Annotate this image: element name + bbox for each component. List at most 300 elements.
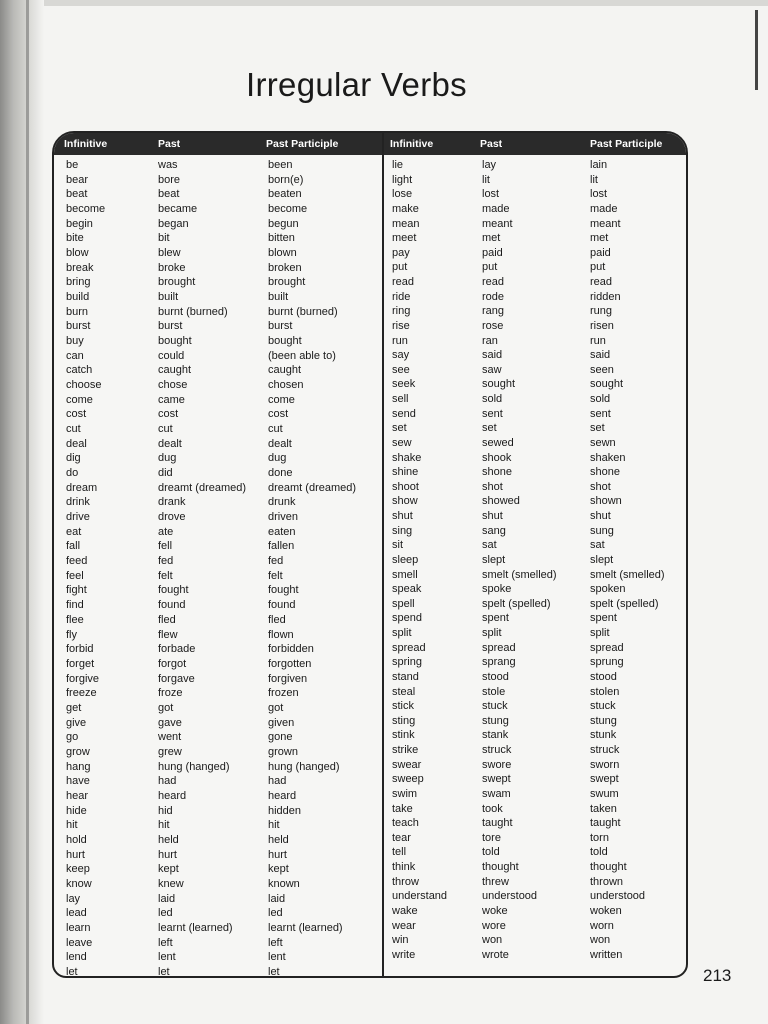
- right-past-participle-cell: stolen: [590, 685, 620, 698]
- header-infinitive-left: Infinitive: [64, 138, 108, 150]
- right-infinitive-cell: sleep: [392, 553, 419, 566]
- left-past-participle-cell: been: [268, 159, 293, 171]
- right-past-participle-cell: shone: [590, 466, 620, 479]
- left-infinitive-cell: eat: [66, 525, 82, 538]
- right-infinitive-cell: shut: [392, 510, 413, 522]
- left-past-participle-cell: grown: [268, 745, 298, 758]
- left-past-cell: fled: [158, 613, 176, 626]
- left-past-participle-cell: fought: [268, 584, 299, 597]
- left-past-cell: chose: [158, 379, 188, 392]
- right-infinitive-cell: tear: [392, 831, 411, 844]
- left-past-cell: broke: [158, 261, 186, 274]
- left-past-participle-cell: gone: [268, 731, 293, 744]
- left-infinitive-cell: come: [66, 393, 93, 406]
- left-past-participle-cell: lent: [268, 951, 286, 964]
- right-past-participle-cell: taken: [590, 802, 617, 815]
- left-past-cell: bit: [158, 232, 170, 245]
- right-past-cell: won: [482, 934, 503, 947]
- left-infinitive-cell: become: [66, 203, 106, 216]
- left-past-participle-cell: eaten: [268, 525, 296, 538]
- right-past-participle-cell: said: [590, 349, 611, 362]
- left-past-cell: burnt (burned): [158, 305, 228, 318]
- right-past-cell: swore: [482, 758, 512, 771]
- right-past-participle-cell: won: [590, 934, 611, 947]
- left-past-cell: got: [158, 701, 174, 714]
- left-past-participle-cell: hidden: [268, 804, 302, 817]
- right-past-participle-cell: understood: [590, 890, 646, 903]
- left-infinitive-cell: go: [66, 731, 79, 744]
- right-past-participle-cell: torn: [590, 831, 609, 844]
- right-infinitive-cell: smell: [392, 568, 418, 581]
- right-past-cell: split: [482, 627, 502, 639]
- right-past-cell: told: [482, 846, 500, 859]
- right-infinitive-cell: tell: [392, 846, 407, 859]
- left-past-participle-cell: fed: [268, 555, 284, 568]
- left-past-participle-cell: given: [268, 716, 295, 729]
- left-past-cell: was: [158, 159, 178, 171]
- right-past-cell: spent: [482, 612, 509, 625]
- left-infinitive-cell: have: [66, 775, 90, 788]
- left-past-cell: hit: [158, 819, 170, 832]
- right-infinitive-cell: put: [392, 261, 408, 274]
- left-infinitive-cell: lay: [66, 892, 81, 905]
- left-past-participle-cell: caught: [268, 364, 302, 377]
- right-infinitive-cell: wake: [392, 904, 418, 917]
- left-past-cell: ate: [158, 525, 174, 538]
- right-past-cell: sprang: [482, 656, 516, 669]
- left-infinitive-cell: do: [66, 467, 79, 480]
- left-infinitive-cell: let: [66, 965, 78, 978]
- left-past-participle-cell: brought: [268, 276, 306, 289]
- right-past-participle-cell: woken: [590, 904, 622, 917]
- right-past-cell: spread: [482, 641, 516, 654]
- left-past-cell: dealt: [158, 437, 182, 450]
- right-infinitive-cell: light: [392, 173, 413, 186]
- left-infinitive-cell: hear: [66, 789, 89, 802]
- right-past-participle-cell: shut: [590, 510, 611, 522]
- right-past-participle-cell: lit: [590, 173, 598, 186]
- right-infinitive-cell: sew: [392, 436, 412, 449]
- page-top-shadow: [0, 0, 768, 6]
- left-past-participle-cell: kept: [268, 863, 289, 876]
- right-infinitive-cell: rise: [392, 319, 410, 332]
- right-past-participle-cell: sat: [590, 539, 605, 552]
- right-past-participle-cell: stuck: [590, 700, 616, 713]
- left-infinitive-cell: lend: [66, 951, 87, 964]
- left-infinitive-cell: bring: [66, 276, 91, 289]
- left-infinitive-cell: feel: [66, 569, 84, 582]
- left-past-participle-cell: frozen: [268, 687, 299, 700]
- left-past-participle-cell: forgiven: [268, 672, 308, 685]
- left-infinitive-cell: cut: [66, 423, 81, 436]
- right-infinitive-column: [392, 158, 447, 962]
- left-past-participle-cell: come: [268, 393, 295, 406]
- right-infinitive-cell: set: [392, 422, 407, 435]
- right-past-participle-cell: risen: [590, 319, 614, 332]
- right-past-cell: stole: [482, 685, 506, 698]
- right-past-cell: rose: [482, 319, 504, 332]
- left-past-cell: held: [158, 833, 179, 846]
- left-infinitive-cell: know: [66, 877, 92, 890]
- right-past-participle-cell: read: [590, 276, 613, 288]
- right-infinitive-cell: run: [392, 334, 408, 347]
- header-past-participle-left: Past Participle: [266, 138, 339, 150]
- right-infinitive-cell: send: [392, 407, 416, 420]
- right-past-participle-cell: swept: [590, 773, 619, 786]
- right-infinitive-cell: think: [392, 861, 416, 873]
- left-infinitive-cell: bear: [66, 173, 89, 186]
- left-past-cell: dreamt (dreamed): [158, 481, 247, 494]
- left-past-participle-cell: known: [268, 877, 300, 890]
- page-title: Irregular Verbs: [246, 66, 467, 103]
- right-past-cell: swam: [482, 787, 511, 800]
- left-past-participle-cell: broken: [268, 261, 302, 274]
- right-past-cell: woke: [482, 904, 508, 917]
- page-edge-mark: [755, 10, 758, 90]
- left-infinitive-cell: freeze: [66, 687, 97, 700]
- left-past-cell: learnt (learned): [158, 921, 233, 934]
- left-infinitive-cell: burn: [66, 305, 89, 318]
- right-infinitive-cell: stand: [392, 670, 419, 683]
- right-past-participle-cell: shown: [590, 495, 622, 508]
- left-past-participle-cell: (been able to): [268, 349, 336, 362]
- left-past-participle-cell: got: [268, 701, 284, 714]
- right-past-cell: meant: [482, 217, 513, 230]
- right-past-participle-cell: sought: [590, 378, 624, 391]
- right-past-cell: put: [482, 261, 498, 274]
- column-divider: [382, 133, 384, 976]
- right-infinitive-cell: sweep: [392, 773, 424, 786]
- left-past-participle-cell: found: [268, 599, 296, 612]
- left-past-cell: kept: [158, 863, 179, 876]
- right-past-cell: struck: [482, 744, 512, 756]
- right-past-participle-cell: swum: [590, 787, 619, 800]
- left-past-cell: came: [158, 393, 185, 406]
- right-past-cell: lost: [482, 188, 500, 201]
- left-past-participle-cell: laid: [268, 892, 286, 905]
- left-past-cell: fed: [158, 555, 174, 568]
- left-past-cell: hurt: [158, 848, 177, 861]
- left-infinitive-cell: find: [66, 599, 84, 612]
- right-infinitive-cell: sell: [392, 393, 409, 405]
- right-past-cell: paid: [482, 246, 503, 259]
- right-infinitive-cell: see: [392, 363, 410, 376]
- left-past-participle-cell: built: [268, 291, 289, 304]
- right-past-participle-cell: split: [590, 627, 610, 639]
- book-spine-shadow: [0, 0, 44, 1024]
- left-past-cell: fought: [158, 584, 189, 597]
- left-infinitive-cell: forbid: [66, 643, 94, 656]
- right-infinitive-cell: stick: [392, 700, 414, 713]
- right-infinitive-cell: shine: [392, 466, 419, 479]
- left-past-cell: built: [158, 291, 179, 304]
- right-infinitive-cell: spell: [392, 597, 415, 610]
- left-past-participle-cell: flown: [268, 628, 294, 641]
- right-past-participle-cell: spelt (spelled): [590, 597, 659, 610]
- right-past-participle-cell: met: [590, 232, 609, 245]
- right-past-participle-cell: made: [590, 202, 618, 215]
- right-infinitive-cell: steal: [392, 685, 416, 698]
- right-infinitive-cell: write: [392, 948, 416, 961]
- left-past-cell: forbade: [158, 643, 196, 656]
- left-infinitive-cell: hurt: [66, 848, 85, 861]
- left-infinitive-column: [66, 158, 105, 978]
- left-past-cell: went: [158, 731, 182, 744]
- right-infinitive-cell: stink: [392, 729, 415, 742]
- right-past-cell: lit: [482, 173, 490, 186]
- right-infinitive-cell: ring: [392, 305, 411, 318]
- right-past-cell: swept: [482, 773, 511, 786]
- left-past-participle-cell: burnt (burned): [268, 305, 338, 318]
- left-past-participle-cell: heard: [268, 789, 297, 802]
- left-infinitive-cell: fall: [66, 540, 81, 553]
- right-past-cell: rode: [482, 290, 505, 303]
- right-past-cell: shone: [482, 466, 512, 479]
- left-past-cell: heard: [158, 789, 187, 802]
- left-past-participle-cell: dealt: [268, 437, 292, 450]
- right-past-participle-cell: spread: [590, 641, 624, 654]
- left-infinitive-cell: blow: [66, 247, 89, 260]
- left-past-participle-cell: drunk: [268, 496, 296, 509]
- left-past-participle-cell: forbidden: [268, 643, 314, 656]
- right-infinitive-cell: swear: [392, 758, 422, 771]
- right-past-cell: sat: [482, 539, 497, 552]
- right-past-participle-column: [590, 158, 665, 962]
- left-infinitive-cell: fly: [66, 628, 77, 641]
- right-past-cell: rang: [482, 305, 505, 318]
- left-past-participle-cell: let: [268, 965, 280, 978]
- right-infinitive-cell: spring: [392, 656, 422, 669]
- right-past-cell: wrote: [482, 948, 509, 961]
- left-infinitive-cell: cost: [66, 408, 87, 421]
- right-infinitive-cell: take: [392, 802, 413, 815]
- left-past-cell: let: [158, 965, 170, 978]
- left-past-participle-cell: begun: [268, 217, 299, 230]
- right-infinitive-cell: swim: [392, 787, 418, 800]
- right-infinitive-cell: read: [392, 276, 415, 288]
- left-past-cell: had: [158, 775, 177, 788]
- right-past-cell: sold: [482, 393, 503, 405]
- left-past-participle-cell: cost: [268, 408, 289, 421]
- right-past-participle-cell: ridden: [590, 290, 621, 303]
- left-infinitive-cell: be: [66, 159, 79, 171]
- left-infinitive-cell: hide: [66, 804, 87, 817]
- right-past-participle-cell: slept: [590, 553, 614, 566]
- left-past-participle-cell: beaten: [268, 188, 302, 201]
- left-past-cell: cut: [158, 423, 173, 436]
- right-past-cell: took: [482, 802, 503, 815]
- left-past-cell: bought: [158, 335, 192, 348]
- right-past-cell: stuck: [482, 700, 508, 713]
- right-past-cell: met: [482, 232, 501, 245]
- header-past-left: Past: [158, 138, 181, 150]
- right-infinitive-cell: meet: [392, 232, 417, 245]
- right-past-cell: understood: [482, 890, 538, 903]
- left-infinitive-cell: drink: [66, 496, 90, 509]
- left-past-participle-cell: had: [268, 775, 287, 788]
- left-past-cell: cost: [158, 408, 179, 421]
- right-past-participle-cell: lain: [590, 159, 608, 171]
- left-past-cell: froze: [158, 687, 183, 700]
- right-infinitive-cell: win: [392, 934, 409, 947]
- right-past-participle-cell: taught: [590, 817, 621, 830]
- right-past-participle-cell: put: [590, 261, 606, 274]
- right-past-cell: wore: [482, 919, 506, 932]
- right-past-cell: sewed: [482, 436, 514, 449]
- left-past-participle-cell: learnt (learned): [268, 921, 343, 934]
- left-past-participle-cell: driven: [268, 511, 298, 524]
- right-infinitive-cell: wear: [392, 919, 416, 932]
- left-past-participle-cell: forgotten: [268, 657, 312, 670]
- right-past-cell: stung: [482, 714, 509, 727]
- left-infinitive-cell: deal: [66, 437, 87, 450]
- left-past-participle-cell: burst: [268, 320, 293, 333]
- left-past-cell: did: [158, 467, 173, 480]
- left-past-cell: forgave: [158, 672, 195, 685]
- left-infinitive-cell: dream: [66, 481, 98, 494]
- right-past-cell: showed: [482, 495, 520, 508]
- right-past-column: [482, 158, 557, 962]
- left-infinitive-cell: build: [66, 291, 90, 304]
- left-past-cell: bore: [158, 173, 181, 186]
- right-infinitive-cell: say: [392, 349, 410, 362]
- left-past-cell: fell: [158, 540, 173, 553]
- left-past-cell: flew: [158, 628, 178, 641]
- right-past-cell: shot: [482, 480, 503, 493]
- right-infinitive-cell: lose: [392, 188, 413, 201]
- right-past-cell: spoke: [482, 583, 512, 596]
- left-infinitive-cell: get: [66, 701, 82, 714]
- right-infinitive-cell: sing: [392, 524, 413, 537]
- right-past-participle-cell: stung: [590, 714, 617, 727]
- verbs-table: [52, 131, 688, 978]
- left-past-participle-cell: become: [268, 203, 308, 216]
- right-past-participle-cell: worn: [590, 919, 614, 932]
- right-past-cell: slept: [482, 553, 506, 566]
- left-past-cell: dug: [158, 452, 177, 465]
- right-infinitive-cell: shake: [392, 451, 422, 464]
- left-infinitive-cell: beat: [66, 188, 88, 201]
- right-infinitive-cell: understand: [392, 890, 448, 903]
- right-past-participle-cell: struck: [590, 744, 620, 756]
- right-past-cell: tore: [482, 831, 501, 844]
- left-infinitive-cell: dig: [66, 452, 81, 465]
- left-past-cell: found: [158, 599, 186, 612]
- left-infinitive-cell: hit: [66, 819, 78, 832]
- left-past-cell: caught: [158, 364, 192, 377]
- right-past-cell: sought: [482, 378, 516, 391]
- right-past-participle-cell: sworn: [590, 758, 620, 771]
- left-past-participle-cell: dreamt (dreamed): [268, 481, 357, 494]
- left-infinitive-cell: buy: [66, 335, 84, 348]
- right-infinitive-cell: show: [392, 495, 418, 508]
- left-infinitive-cell: lead: [66, 907, 87, 920]
- left-past-participle-cell: dug: [268, 452, 287, 465]
- right-past-participle-cell: told: [590, 846, 608, 859]
- right-past-participle-cell: written: [590, 948, 623, 961]
- right-infinitive-cell: throw: [392, 875, 419, 888]
- header-infinitive-right: Infinitive: [390, 138, 434, 150]
- right-past-cell: spelt (spelled): [482, 597, 551, 610]
- left-past-cell: began: [158, 217, 189, 230]
- right-past-cell: sent: [482, 407, 503, 420]
- left-past-participle-cell: hurt: [268, 848, 287, 861]
- right-past-participle-cell: lost: [590, 188, 608, 201]
- left-infinitive-cell: fight: [66, 584, 87, 597]
- left-past-participle-cell: bought: [268, 335, 302, 348]
- right-past-participle-cell: spoken: [590, 583, 626, 596]
- right-past-participle-cell: smelt (smelled): [590, 568, 665, 581]
- left-past-participle-column: [268, 158, 356, 978]
- left-past-participle-cell: born(e): [268, 173, 304, 186]
- right-infinitive-cell: sting: [392, 714, 416, 727]
- left-past-cell: gave: [158, 716, 182, 729]
- right-infinitive-cell: strike: [392, 744, 419, 756]
- right-past-cell: said: [482, 349, 503, 362]
- left-past-cell: blew: [158, 247, 181, 260]
- header-past-right: Past: [480, 138, 503, 150]
- left-infinitive-cell: hang: [66, 760, 91, 773]
- right-past-cell: made: [482, 202, 510, 215]
- left-infinitive-cell: flee: [66, 613, 84, 626]
- right-past-cell: sang: [482, 524, 506, 537]
- right-past-participle-cell: sold: [590, 393, 611, 405]
- right-past-participle-cell: meant: [590, 217, 621, 230]
- right-infinitive-cell: spread: [392, 641, 426, 654]
- right-past-cell: saw: [482, 363, 502, 376]
- right-infinitive-cell: ride: [392, 290, 411, 303]
- right-past-participle-cell: sprung: [590, 656, 624, 669]
- left-past-cell: knew: [158, 877, 184, 890]
- right-past-participle-cell: sewn: [590, 436, 616, 449]
- left-past-cell: led: [158, 907, 173, 920]
- left-past-participle-cell: left: [268, 936, 283, 949]
- right-past-cell: threw: [482, 875, 509, 888]
- left-past-participle-cell: bitten: [268, 232, 295, 245]
- right-infinitive-cell: make: [392, 202, 419, 215]
- left-past-cell: drove: [158, 511, 186, 524]
- left-infinitive-cell: catch: [66, 364, 93, 377]
- left-infinitive-cell: learn: [66, 921, 91, 934]
- left-past-cell: laid: [158, 892, 176, 905]
- right-infinitive-cell: pay: [392, 246, 410, 259]
- right-past-cell: lay: [482, 159, 497, 171]
- left-infinitive-cell: give: [66, 716, 87, 729]
- left-past-cell: hid: [158, 804, 173, 817]
- right-past-participle-cell: set: [590, 422, 605, 435]
- left-infinitive-cell: burst: [66, 320, 91, 333]
- left-past-participle-cell: blown: [268, 247, 297, 260]
- right-past-cell: ran: [482, 334, 498, 347]
- left-past-cell: beat: [158, 188, 180, 201]
- left-past-cell: felt: [158, 569, 173, 582]
- left-past-cell: became: [158, 203, 198, 216]
- right-infinitive-cell: sit: [392, 539, 403, 552]
- left-infinitive-cell: forgive: [66, 672, 100, 685]
- left-infinitive-cell: leave: [66, 936, 93, 949]
- left-past-cell: lent: [158, 951, 176, 964]
- right-infinitive-cell: seek: [392, 378, 416, 391]
- right-past-participle-cell: sung: [590, 524, 614, 537]
- left-past-participle-cell: led: [268, 907, 283, 920]
- right-past-participle-cell: stunk: [590, 729, 617, 742]
- left-infinitive-cell: drive: [66, 511, 90, 524]
- right-past-cell: thought: [482, 861, 519, 873]
- left-past-cell: forgot: [158, 657, 187, 670]
- right-infinitive-cell: speak: [392, 583, 422, 596]
- right-past-cell: stood: [482, 670, 509, 683]
- right-infinitive-cell: spend: [392, 612, 422, 625]
